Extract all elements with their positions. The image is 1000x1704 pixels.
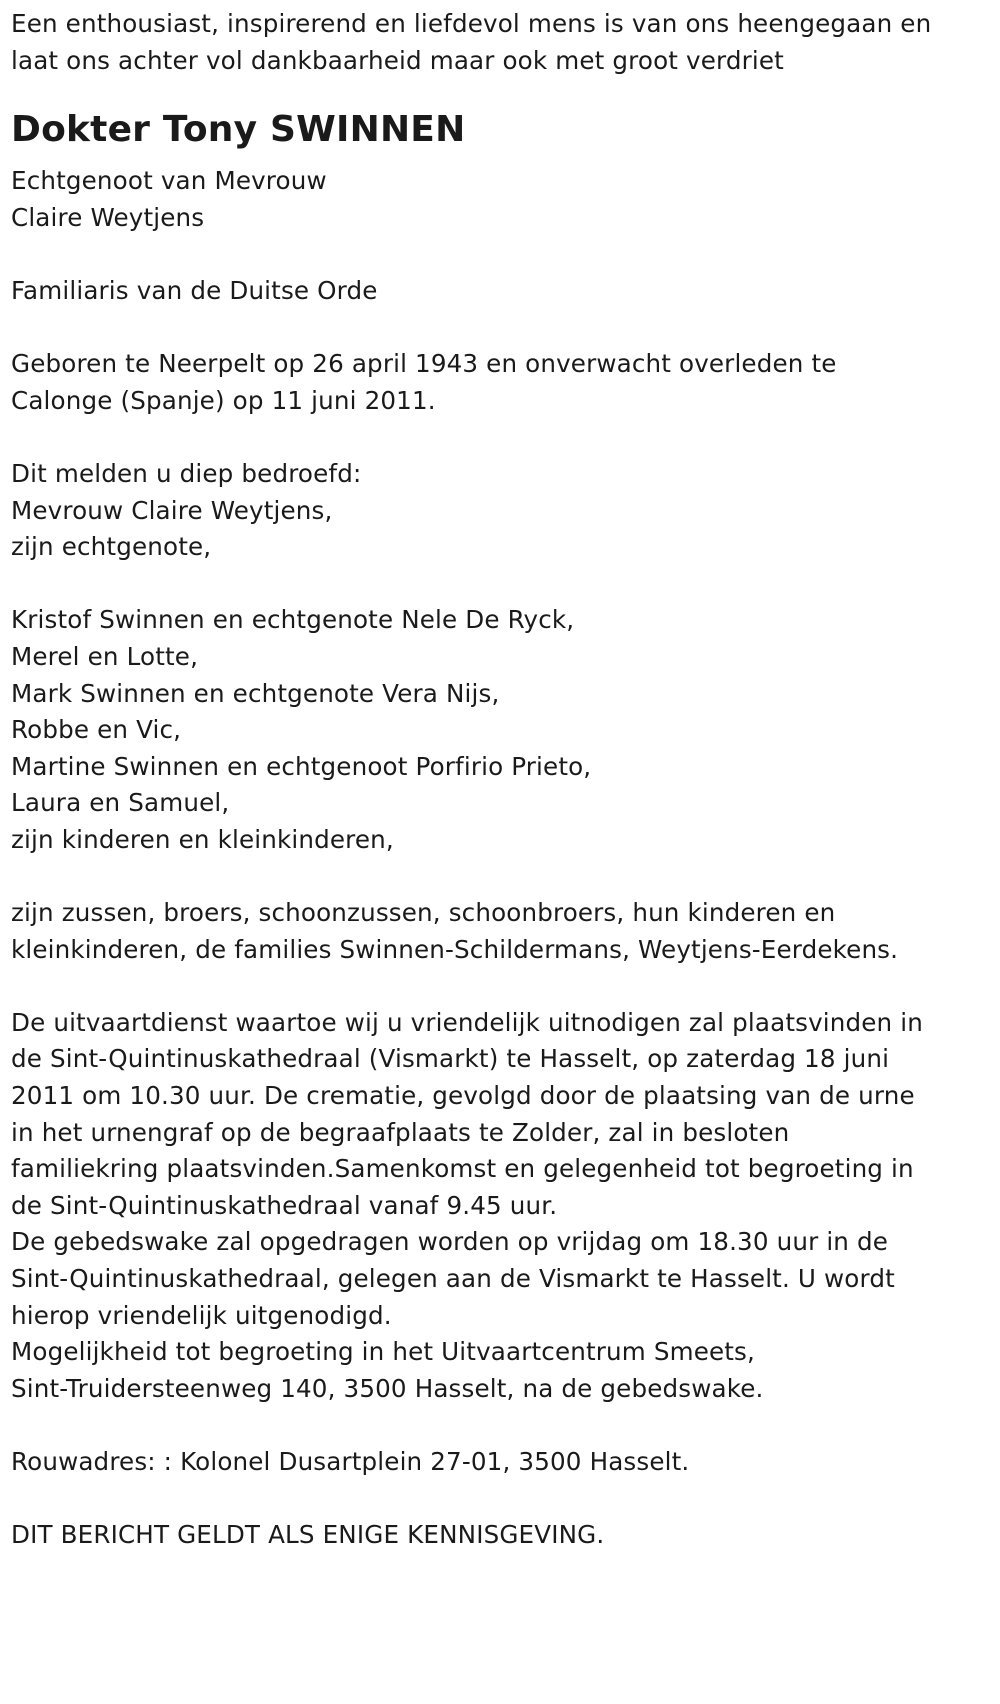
mourning-address: Rouwadres: : Kolonel Dusartplein 27-01, 3500 Hasselt. <box>11 1446 690 1476</box>
service-paragraph <box>11 1005 996 1408</box>
children-line: Laura en Samuel, <box>11 788 230 818</box>
spacer <box>11 858 996 895</box>
family-paragraph <box>11 895 996 968</box>
birth-death-line: Calonge (Spanje) op 11 juni 2011. <box>11 385 436 415</box>
children-line: Martine Swinnen en echtgenoot Porfirio Prieto, <box>11 751 592 781</box>
spacer <box>11 968 996 1005</box>
service-line: Sint-Quintinuskathedraal, gelegen aan de Vismarkt te Hasselt. U wordt <box>11 1264 895 1293</box>
children-line: Mark Swinnen en echtgenote Vera Nijs, <box>11 678 500 708</box>
intro-line: laat ons achter vol dankbaarheid maar ook met groot verdriet <box>11 45 784 75</box>
service-line: De uitvaartdienst waartoe wij u vriendelijk uitnodigen zal plaatsvinden in <box>11 1007 923 1037</box>
children-line: Kristof Swinnen en echtgenote Nele De Ryck, <box>11 605 575 635</box>
intro-line: Een enthousiast, inspirerend en liefdevol mens is van ons heengegaan en <box>11 9 932 38</box>
intro-paragraph <box>11 6 996 79</box>
service-line: de Sint-Quintinuskathedraal vanaf 9.45 uur. <box>11 1190 558 1220</box>
announcer-line: Mevrouw Claire Weytjens, <box>11 495 333 525</box>
spacer <box>11 566 996 603</box>
children-line: Robbe en Vic, <box>11 715 182 745</box>
children-paragraph <box>11 602 996 858</box>
spouse-paragraph <box>11 163 996 236</box>
spacer <box>11 236 996 273</box>
deceased-name: Dokter Tony SWINNEN <box>11 109 466 151</box>
announcers-paragraph <box>11 456 996 566</box>
announcer-line: zijn echtgenote, <box>11 532 212 562</box>
children-line: zijn kinderen en kleinkinderen, <box>11 824 394 854</box>
notice-line: DIT BERICHT GELDT ALS ENIGE KENNISGEVING. <box>11 1520 605 1550</box>
spacer <box>11 1481 996 1518</box>
spouse-line: Claire Weytjens <box>11 202 205 232</box>
spacer <box>11 419 996 456</box>
service-line: Sint-Truidersteenweg 140, 3500 Hasselt, na de gebedswake. <box>11 1373 764 1403</box>
service-line: Mogelijkheid tot begroeting in het Uitvaartcentrum Smeets, <box>11 1337 755 1367</box>
service-line: 2011 om 10.30 uur. De crematie, gevolgd door de plaatsing van de urne <box>11 1081 915 1111</box>
spacer <box>11 1407 996 1444</box>
service-line: de Sint-Quintinuskathedraal (Vismarkt) te Hasselt, op zaterdag 18 juni <box>11 1044 890 1074</box>
service-line: familiekring plaatsvinden.Samenkomst en gelegenheid tot begroeting in <box>11 1154 914 1184</box>
spacer <box>11 310 996 347</box>
spouse-line: Echtgenoot van Mevrouw <box>11 166 327 196</box>
children-line: Merel en Lotte, <box>11 641 199 671</box>
family-line: zijn zussen, broers, schoonzussen, schoonbroers, hun kinderen en <box>11 898 836 928</box>
announcer-line: Dit melden u diep bedroefd: <box>11 458 362 488</box>
birth-death-line: Geboren te Neerpelt op 26 april 1943 en onverwacht overleden te <box>11 349 837 379</box>
obituary-notice <box>11 6 996 1554</box>
service-line: De gebedswake zal opgedragen worden op vrijdag om 18.30 uur in de <box>11 1227 889 1257</box>
birth-death-paragraph <box>11 346 996 419</box>
service-line: hierop vriendelijk uitgenodigd. <box>11 1300 392 1330</box>
service-line: in het urnengraf op de begraafplaats te Zolder, zal in besloten <box>11 1117 790 1147</box>
family-line: kleinkinderen, de families Swinnen-Schildermans, Weytjens-Eerdekens. <box>11 934 899 964</box>
honor-line: Familiaris van de Duitse Orde <box>11 275 378 305</box>
